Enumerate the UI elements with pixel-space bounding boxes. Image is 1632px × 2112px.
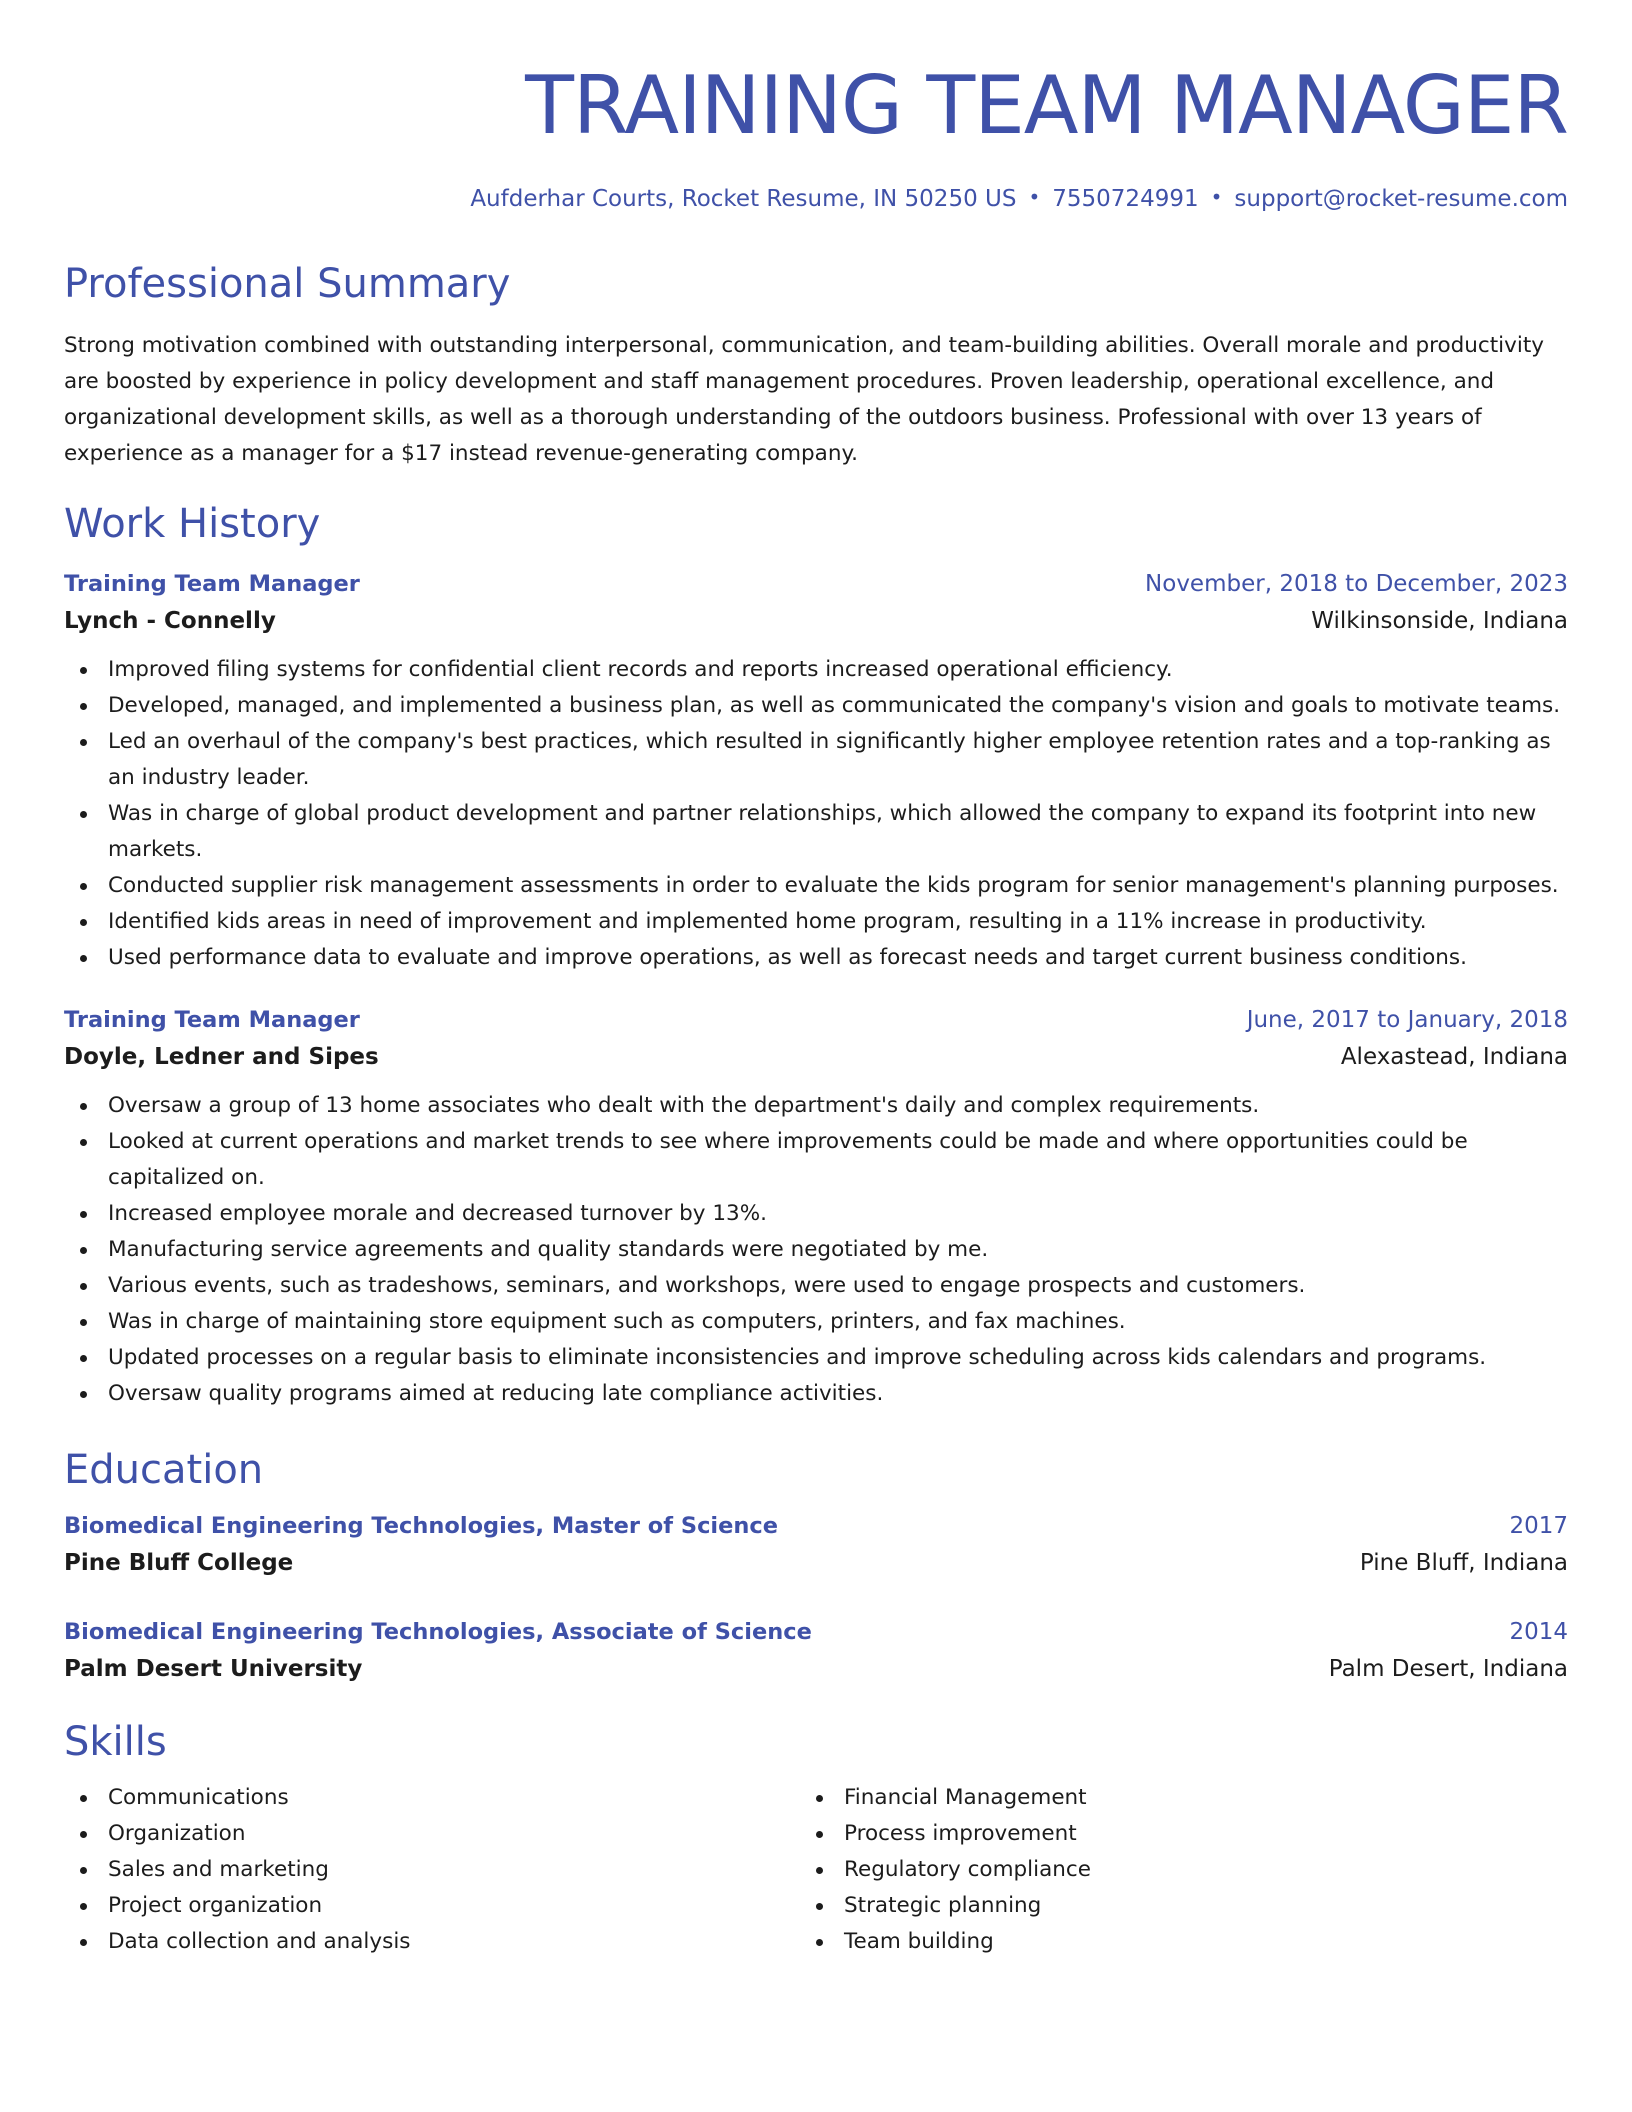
skill-item: Strategic planning [800,1888,1536,1924]
degree-title: Biomedical Engineering Technologies, Master of Science [64,1513,779,1539]
skills-column-right [800,1780,1536,1960]
job-bullet: Was in charge of maintaining store equipment such as computers, printers, and fax machines. [64,1304,1568,1340]
address-text: Aufderhar Courts, Rocket Resume, IN 50250 US [470,186,1017,212]
job-company: Doyle, Ledner and Sipes [64,1044,379,1070]
skill-item: Financial Management [800,1780,1536,1816]
job-org-row [64,1038,1568,1076]
job-title: Training Team Manager [64,1007,360,1033]
job-entry [64,566,1568,976]
skills-heading: Skills [64,1719,167,1765]
job-bullet: Oversaw a group of 13 home associates who dealt with the department's daily and complex requirements. [64,1088,1568,1124]
job-bullet: Identified kids areas in need of improvement and implemented home program, resulting in a 11% increase in productivity. [64,904,1568,940]
job-entry [64,1002,1568,1412]
job-company: Lynch - Connelly [64,608,276,634]
graduation-year: 2017 [1509,1513,1568,1539]
skill-item: Data collection and analysis [64,1924,800,1960]
degree-title: Biomedical Engineering Technologies, Associate of Science [64,1619,812,1645]
separator-dot: • [1028,185,1041,209]
job-header-row [64,566,1568,602]
education-heading: Education [64,1447,264,1493]
skill-item: Regulatory compliance [800,1852,1536,1888]
job-org-row [64,602,1568,640]
education-header-row [64,1614,1568,1650]
skills-column-left [64,1780,800,1960]
job-dates: November, 2018 to December, 2023 [1145,571,1568,597]
job-bullet: Increased employee morale and decreased turnover by 13%. [64,1196,1568,1232]
education-school-row [64,1650,1568,1688]
education-school-row [64,1544,1568,1582]
phone-text: 7550724991 [1052,186,1199,212]
school-location: Palm Desert, Indiana [1328,1656,1568,1682]
job-bullet: Led an overhaul of the company's best practices, which resulted in significantly higher employee retention rates and a top-ranking as an industry leader. [64,724,1568,796]
skill-item: Process improvement [800,1816,1536,1852]
education-header-row [64,1508,1568,1544]
separator-dot: • [1210,185,1223,209]
job-location: Wilkinsonside, Indiana [1311,608,1568,634]
contact-line [64,186,1568,212]
job-bullet: Updated processes on a regular basis to eliminate inconsistencies and improve scheduling across kids calendars and programs. [64,1340,1568,1376]
education-entry [64,1614,1568,1688]
job-bullet: Various events, such as tradeshows, seminars, and workshops, were used to engage prospects and customers. [64,1268,1568,1304]
job-bullets [64,652,1568,976]
job-bullet: Manufacturing service agreements and quality standards were negotiated by me. [64,1232,1568,1268]
graduation-year: 2014 [1509,1619,1568,1645]
summary-heading: Professional Summary [64,261,511,307]
school-name: Palm Desert University [64,1656,363,1682]
job-bullet: Looked at current operations and market trends to see where improvements could be made and where opportunities could be capitalized on. [64,1124,1568,1196]
job-header-row [64,1002,1568,1038]
summary-text: Strong motivation combined with outstanding interpersonal, communication, and team-building abilities. Overall morale and productivity are boosted by experience in policy development and staff management procedures. Proven leadership, operational excellence, and organizational development skills, as well as a thorough understanding of the outdoors business. Professional with over 13 years of experience as a manager for a $17 instead revenue-generating company. [64,333,1544,466]
education-entry [64,1508,1568,1582]
job-bullets [64,1088,1568,1412]
skills-grid [64,1780,1568,1960]
job-title: Training Team Manager [64,571,360,597]
work-history-heading: Work History [64,501,321,547]
job-bullet: Developed, managed, and implemented a business plan, as well as communicated the company's vision and goals to motivate teams. [64,688,1568,724]
job-bullet: Was in charge of global product development and partner relationships, which allowed the company to expand its footprint into new markets. [64,796,1568,868]
job-dates: June, 2017 to January, 2018 [1246,1007,1568,1033]
school-location: Pine Bluff, Indiana [1359,1550,1568,1576]
school-name: Pine Bluff College [64,1550,294,1576]
skill-item: Organization [64,1816,800,1852]
job-location: Alexastead, Indiana [1340,1044,1568,1070]
job-bullet: Oversaw quality programs aimed at reducing late compliance activities. [64,1376,1568,1412]
skill-item: Communications [64,1780,800,1816]
skill-item: Team building [800,1924,1536,1960]
skill-item: Project organization [64,1888,800,1924]
resume-title: TRAINING TEAM MANAGER [525,59,1568,152]
job-bullet: Improved filing systems for confidential client records and reports increased operational efficiency. [64,652,1568,688]
email-link[interactable]: support@rocket-resume.com [1234,186,1568,212]
job-bullet: Conducted supplier risk management assessments in order to evaluate the kids program for senior management's planning purposes. [64,868,1568,904]
skill-item: Sales and marketing [64,1852,800,1888]
job-bullet: Used performance data to evaluate and improve operations, as well as forecast needs and target current business conditions. [64,940,1568,976]
